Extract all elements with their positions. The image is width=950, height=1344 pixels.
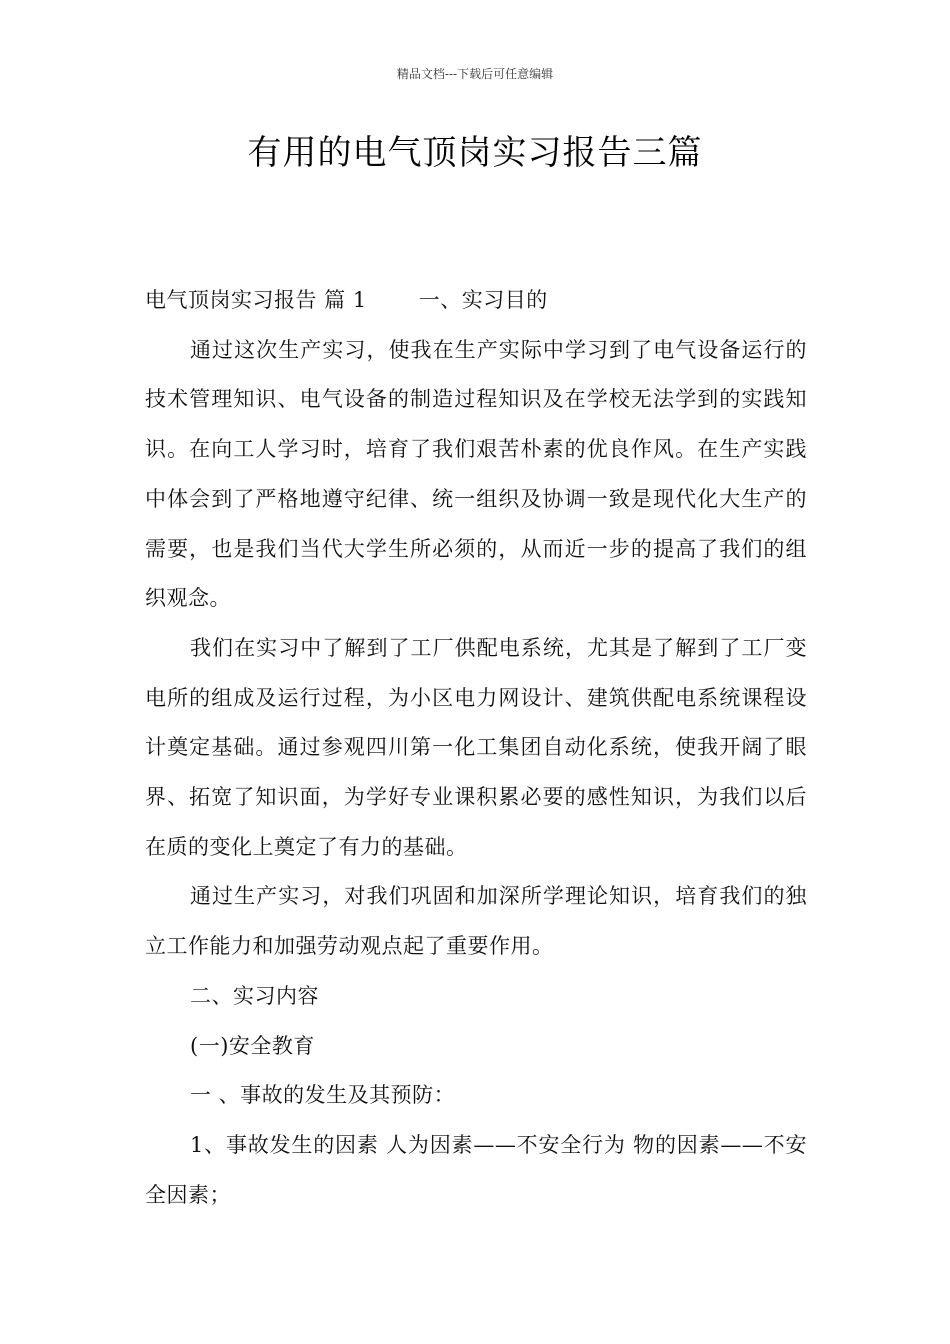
document-body	[145, 276, 807, 1220]
section-label: 电气顶岗实习报告 篇 1	[145, 288, 367, 312]
section-subtitle: 一、实习目的	[418, 288, 548, 312]
section-heading	[145, 276, 807, 326]
subheading-safety: (一)安全教育	[190, 1033, 315, 1058]
paragraph-3: 通过生产实习，对我们巩固和加深所学理论知识，培育我们的独立工作能力和加强劳动观点起了重要作用。	[145, 884, 807, 959]
subheading-accident: 一 、事故的发生及其预防：	[190, 1083, 456, 1108]
paragraph-2: 我们在实习中了解到了工厂供配电系统，尤其是了解到了工厂变电所的组成及运行过程，为小区电力网设计、建筑供配电系统课程设计奠定基础。通过参观四川第一化工集团自动化系统，使我开阔了眼界、拓宽了知识面，为学好专业课积累必要的感性知识，为我们以后在质的变化上奠定了有力的基础。	[145, 635, 807, 859]
subheading-content: 二、实习内容	[190, 983, 319, 1008]
document-title: 有用的电气顶岗实习报告三篇	[247, 133, 703, 173]
paragraph-1: 通过这次生产实习，使我在生产实际中学习到了电气设备运行的技术管理知识、电气设备的制造过程知识及在学校无法学到的实践知识。在向工人学习时，培育了我们艰苦朴素的优良作风。在生产实践中体会到了严格地遵守纪律、统一组织及协调一致是现代化大生产的需要，也是我们当代大学生所必须的，从而近一步的提高了我们的组织观念。	[145, 337, 807, 611]
paragraph-accident-factors: 1、事故发生的因素 人为因素——不安全行为 物的因素——不安全因素；	[145, 1132, 807, 1207]
header-note: 精品文档---下载后可任意编辑	[396, 67, 554, 81]
